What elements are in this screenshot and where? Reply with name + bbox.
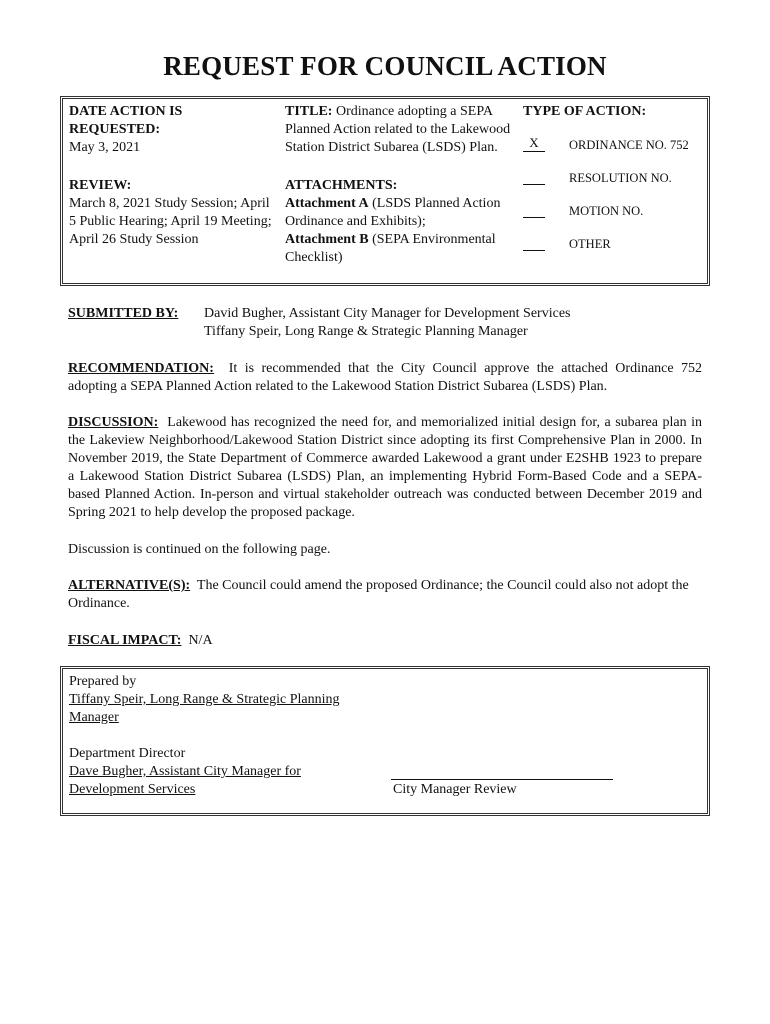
director-label: Department Director xyxy=(69,746,186,761)
attachment-a xyxy=(285,195,517,231)
date-value: May 3, 2021 xyxy=(69,140,141,155)
title-label: TITLE: xyxy=(285,104,333,119)
review-value: March 8, 2021 Study Session; April 5 Public Hearing; April 19 Meeting; April 26 Study Session xyxy=(69,196,272,247)
submitted-by-section xyxy=(68,305,702,345)
type-mark xyxy=(523,201,545,218)
attachment-a-label: Attachment A xyxy=(285,196,369,211)
type-row-ordinance xyxy=(523,127,709,160)
type-mark: X xyxy=(523,135,545,152)
type-label: TYPE OF ACTION: xyxy=(523,104,647,119)
attachment-a-value: (LSDS Planned Action Ordinance and Exhibits); xyxy=(285,196,501,229)
alternatives-text: The Council could amend the proposed Ordinance; the Council could also not adopt the Ordinance. xyxy=(68,578,689,611)
alternatives-label: ALTERNATIVE(S): xyxy=(68,578,191,593)
preparers xyxy=(69,673,369,799)
type-label-ordinance: ORDINANCE NO. 752 xyxy=(569,138,689,152)
type-of-action-column xyxy=(523,103,709,259)
title-attachments-column xyxy=(285,103,517,267)
title-value: Ordinance adopting a SEPA Planned Action related to the Lakewood Station District Subarea (LSDS) Plan. xyxy=(285,104,511,155)
fiscal-label: FISCAL IMPACT: xyxy=(68,633,182,648)
attachment-b xyxy=(285,231,517,267)
submitted-name-2: Tiffany Speir, Long Range & Strategic Planning Manager xyxy=(204,324,528,339)
type-row-other xyxy=(523,226,709,259)
type-mark xyxy=(523,234,545,251)
submitted-name-1: David Bugher, Assistant City Manager for Development Services xyxy=(204,306,571,321)
discussion-section xyxy=(68,414,702,522)
header-table xyxy=(60,96,710,286)
attachment-b-label: Attachment B xyxy=(285,232,369,247)
city-manager-review-label: City Manager Review xyxy=(393,782,517,797)
review-label: REVIEW: xyxy=(69,178,132,193)
type-row-motion xyxy=(523,193,709,226)
type-label-resolution: RESOLUTION NO. xyxy=(569,171,672,185)
submitted-names xyxy=(204,305,570,341)
title-block xyxy=(285,103,517,157)
director-name: Dave Bugher, Assistant City Manager for Development Services xyxy=(69,764,301,797)
fiscal-impact-section xyxy=(68,632,702,650)
discussion-label: DISCUSSION: xyxy=(68,415,159,430)
recommendation-text: It is recommended that the City Council approve the attached Ordinance 752 adopting a SEPA Planned Action related to the Lakewood Station District Subarea (LSDS) Plan. xyxy=(68,361,702,394)
prepared-name: Tiffany Speir, Long Range & Strategic Planning Manager xyxy=(69,692,340,725)
document-title: REQUEST FOR COUNCIL ACTION xyxy=(163,51,607,81)
submitted-label: SUBMITTED BY: xyxy=(68,306,179,321)
signature-box xyxy=(60,666,710,816)
attachment-b-value: (SEPA Environmental Checklist) xyxy=(285,232,496,265)
type-label-motion: MOTION NO. xyxy=(569,204,644,218)
fiscal-text: N/A xyxy=(188,633,213,648)
alternatives-section xyxy=(68,577,702,613)
prepared-label: Prepared by xyxy=(69,674,137,689)
recommendation-label: RECOMMENDATION: xyxy=(68,361,214,376)
date-review-column xyxy=(69,103,279,249)
type-row-resolution xyxy=(523,160,709,193)
signature-line xyxy=(391,779,613,780)
discussion-continued: Discussion is continued on the following page. xyxy=(68,542,331,557)
type-label-other: OTHER xyxy=(569,237,611,251)
attachments-label: ATTACHMENTS: xyxy=(285,178,398,193)
recommendation-section xyxy=(68,360,702,396)
discussion-text: Lakewood has recognized the need for, and memorialized initial design for, a subarea plan in the Lakeview Neighborhood/Lakewood Station District since adopting its first Comprehensive Plan in 2000. In November 2019, the State Department of Commerce awarded Lakewood a grant under E2SHB 1923 to prepare a Lakewood Station District Subarea (LSDS) Plan, an implementing Hybrid Form-Based Code and a SEPA-based Planned Action. In-person and virtual stakeholder outreach was conducted between December 2019 and Spring 2021 to help develop the proposed package. xyxy=(68,415,703,520)
date-label: DATE ACTION IS REQUESTED: xyxy=(69,104,183,137)
type-mark xyxy=(523,168,545,185)
